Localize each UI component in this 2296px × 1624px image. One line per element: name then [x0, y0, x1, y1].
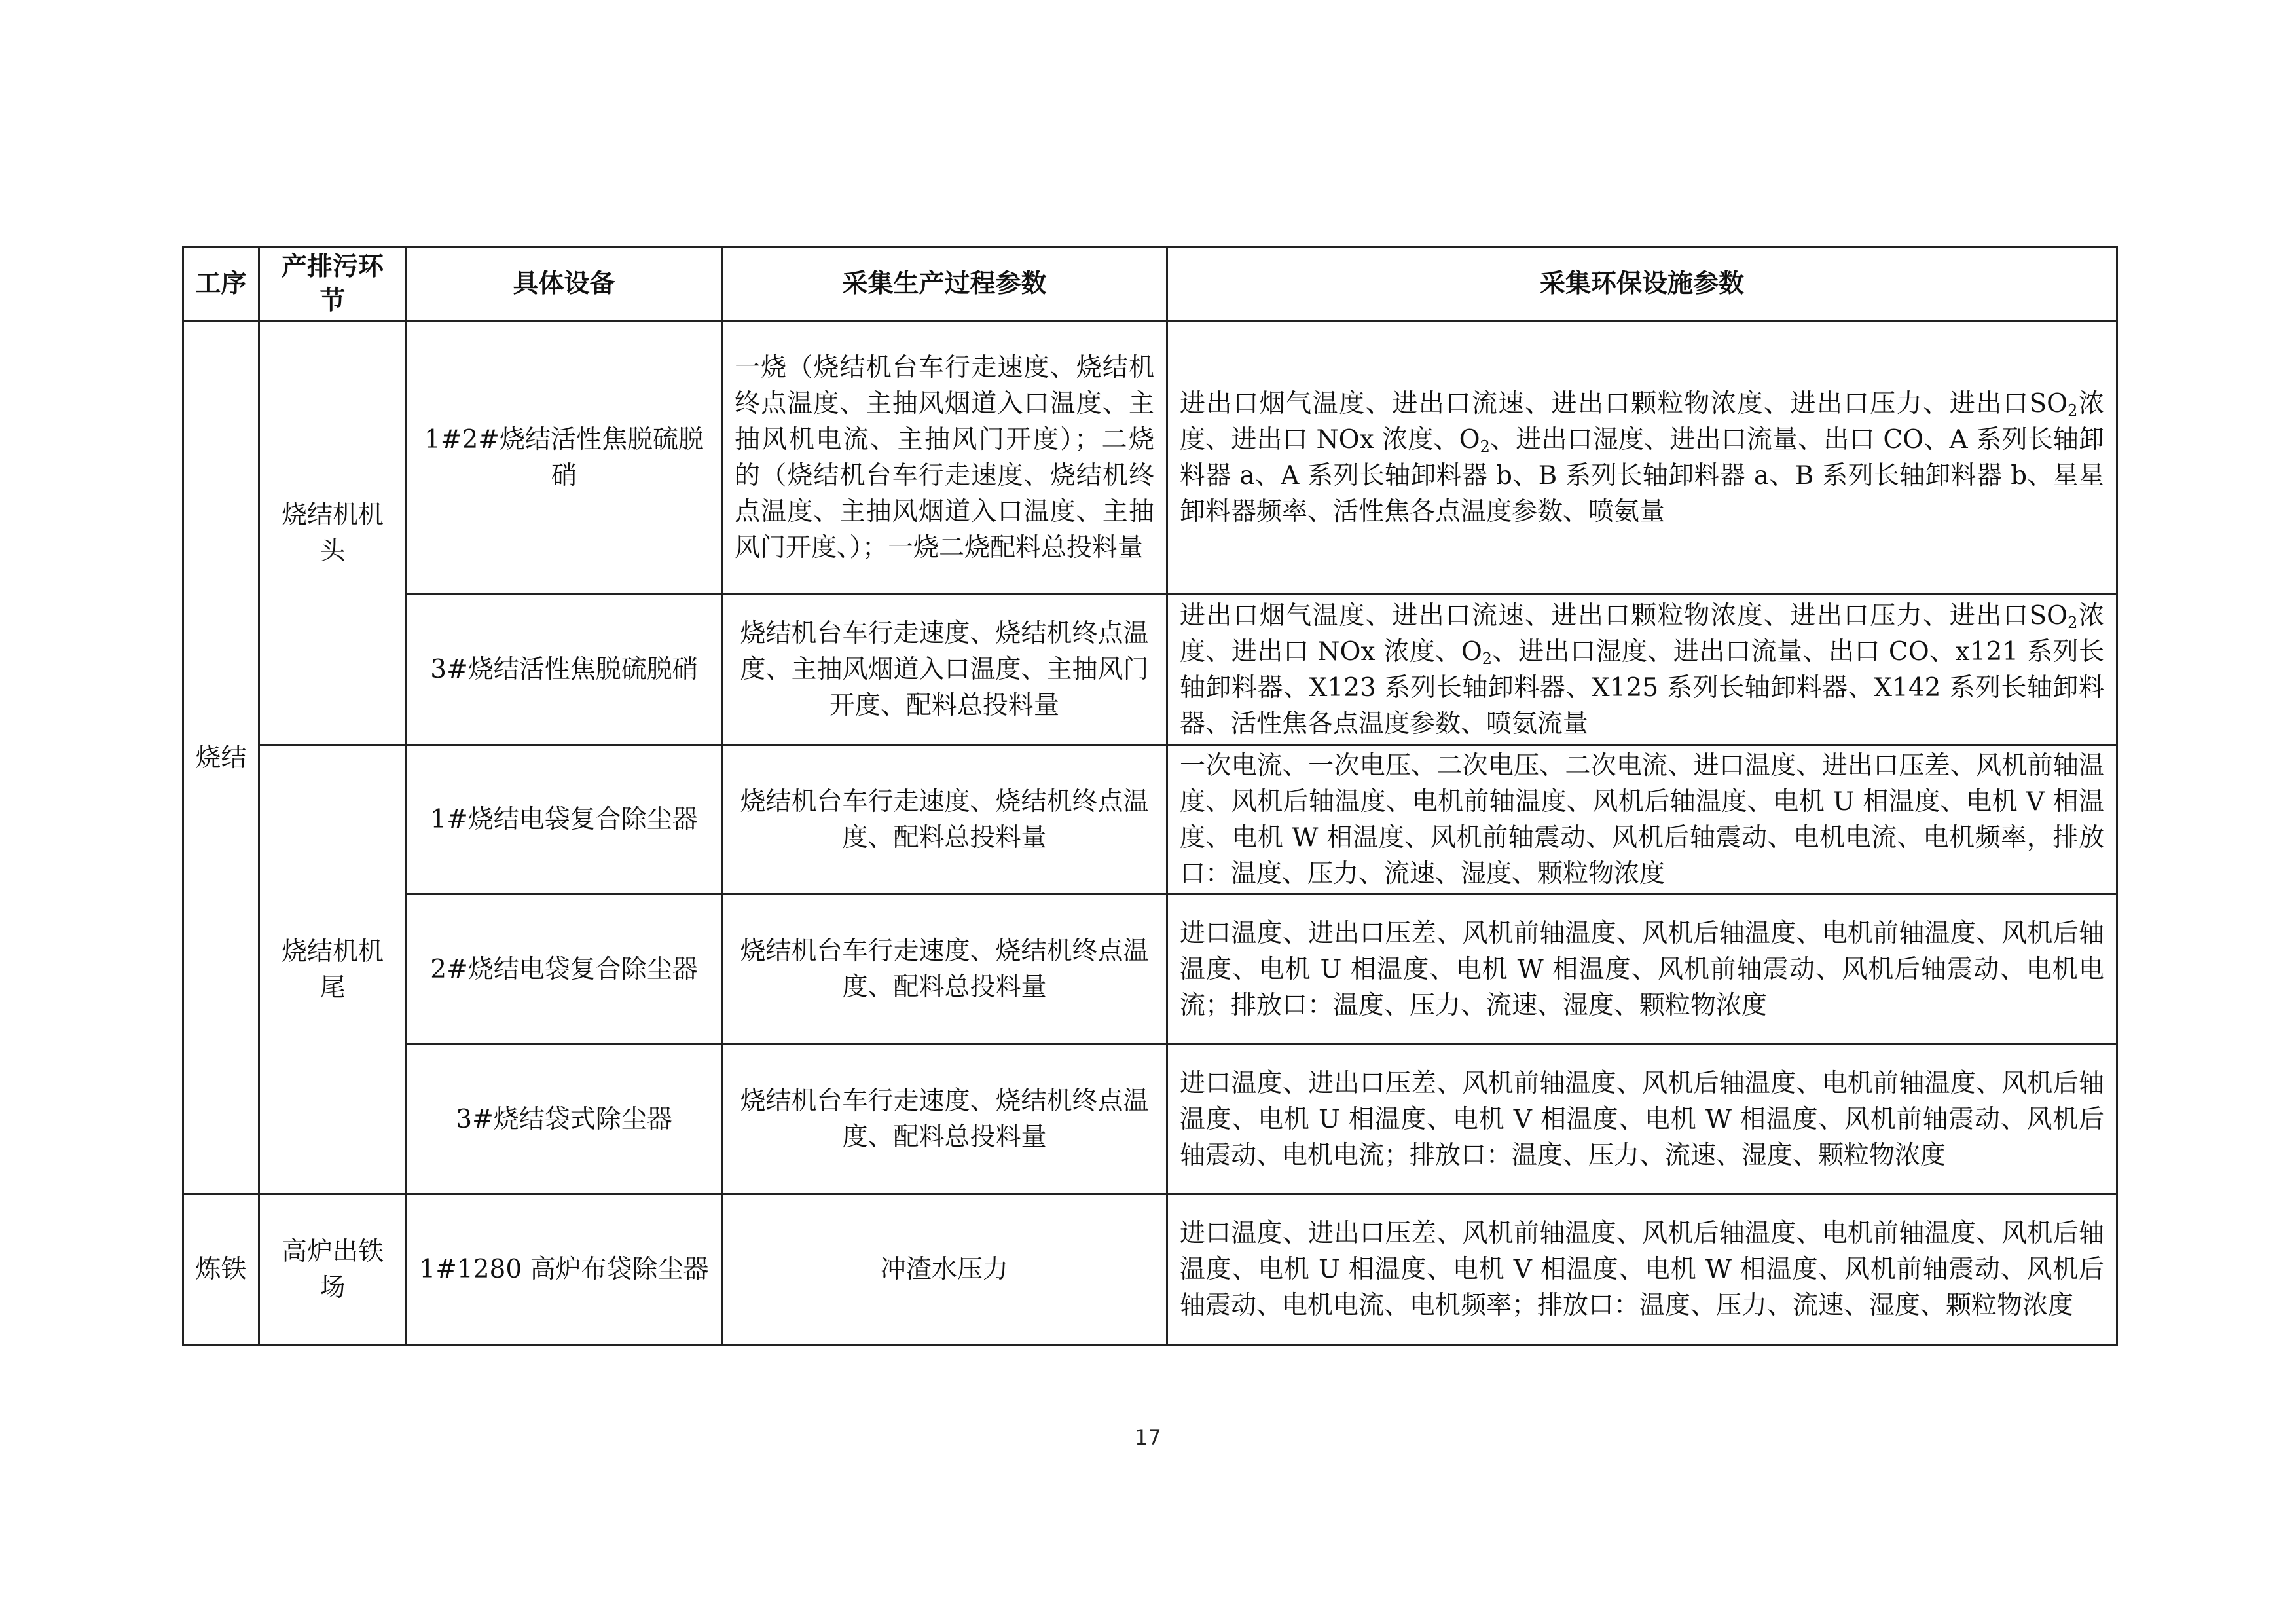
env-params-cell [1167, 322, 2117, 595]
page-number: 17 [1135, 1425, 1161, 1450]
header-equipment: 具体设备 [407, 248, 722, 322]
production-params-cell: 冲渣水压力 [722, 1194, 1167, 1345]
subscript: 2 [2068, 401, 2078, 420]
equipment-cell: 1#2#烧结活性焦脱硫脱硝 [407, 322, 722, 595]
stage-cell: 烧结机机尾 [259, 745, 407, 1194]
subscript: 2 [2068, 613, 2078, 632]
production-params-cell: 烧结机台车行走速度、烧结机终点温度、配料总投料量 [722, 745, 1167, 895]
table-row [183, 1194, 2117, 1345]
subscript: 2 [1480, 437, 1490, 456]
env-params-cell: 一次电流、一次电压、二次电压、二次电流、进口温度、进出口压差、风机前轴温度、风机后轴温度、电机前轴温度、风机后轴温度、电机 U 相温度、电机 V 相温度、电机 W 相温度、风机前轴震动、风机后轴震动、电机电流、电机频率，排放口：温度、压力、流速、湿度、颗粒物浓度 [1167, 745, 2117, 895]
table-row [183, 1044, 2117, 1194]
table-header-row [183, 248, 2117, 322]
production-params-cell: 烧结机台车行走速度、烧结机终点温度、配料总投料量 [722, 1044, 1167, 1194]
production-params-cell: 烧结机台车行走速度、烧结机终点温度、配料总投料量 [722, 895, 1167, 1044]
env-params-text: 进出口烟气温度、进出口流速、进出口颗粒物浓度、进出口压力、进出口SO [1180, 600, 2068, 631]
env-params-text: 、进出口湿度、进出口流量、出口 CO、x121 系列长轴卸料器、X123 系列长轴卸料器、X125 系列长轴卸料器、X142 系列长轴卸料器、活性焦各点温度参数、喷氨流量 [1180, 637, 2104, 739]
header-env-params: 采集环保设施参数 [1167, 248, 2117, 322]
production-params-cell: 烧结机台车行走速度、烧结机终点温度、主抽风烟道入口温度、主抽风门开度、配料总投料量 [722, 595, 1167, 745]
header-process: 工序 [183, 248, 259, 322]
production-params-cell: 一烧（烧结机台车行走速度、烧结机终点温度、主抽风烟道入口温度、主抽风机电流、主抽风门开度）；二烧的（烧结机台车行走速度、烧结机终点温度、主抽风烟道入口温度、主抽风门开度、）；一烧二烧配料总投料量 [722, 322, 1167, 595]
env-params-cell [1167, 595, 2117, 745]
equipment-cell: 3#烧结袋式除尘器 [407, 1044, 722, 1194]
header-stage: 产排污环节 [259, 248, 407, 322]
env-params-cell: 进口温度、进出口压差、风机前轴温度、风机后轴温度、电机前轴温度、风机后轴温度、电机 U 相温度、电机 W 相温度、风机前轴震动、风机后轴震动、电机电流；排放口：温度、压力、流速、湿度、颗粒物浓度 [1167, 895, 2117, 1044]
equipment-cell: 2#烧结电袋复合除尘器 [407, 895, 722, 1044]
env-params-cell: 进口温度、进出口压差、风机前轴温度、风机后轴温度、电机前轴温度、风机后轴温度、电机 U 相温度、电机 V 相温度、电机 W 相温度、风机前轴震动、风机后轴震动、电机电流；排放口：温度、压力、流速、湿度、颗粒物浓度 [1167, 1044, 2117, 1194]
subscript: 2 [1482, 649, 1493, 668]
header-production-params: 采集生产过程参数 [722, 248, 1167, 322]
env-params-text: 浓度、进出口 NOx 浓度、O [1180, 389, 2104, 454]
equipment-cell: 3#烧结活性焦脱硫脱硝 [407, 595, 722, 745]
equipment-cell: 1#1280 高炉布袋除尘器 [407, 1194, 722, 1345]
table-row [183, 745, 2117, 895]
process-cell: 烧结 [183, 322, 259, 1194]
stage-cell: 高炉出铁场 [259, 1194, 407, 1345]
env-params-text: 浓度、进出口 NOx 浓度、O [1180, 600, 2104, 667]
env-params-text: 、进出口湿度、进出口流量、出口 CO、A 系列长轴卸料器 a、A 系列长轴卸料器 b、B 系列长轴卸料器 a、B 系列长轴卸料器 b、星星卸料器频率、活性焦各点温度参数、喷氨量 [1180, 425, 2104, 526]
env-params-text: 进出口烟气温度、进出口流速、进出口颗粒物浓度、进出口压力、进出口SO [1180, 389, 2068, 418]
stage-cell: 烧结机机头 [259, 322, 407, 745]
table-row [183, 895, 2117, 1044]
table-row [183, 595, 2117, 745]
process-cell: 炼铁 [183, 1194, 259, 1345]
env-params-cell: 进口温度、进出口压差、风机前轴温度、风机后轴温度、电机前轴温度、风机后轴温度、电机 U 相温度、电机 V 相温度、电机 W 相温度、风机前轴震动、风机后轴震动、电机电流、电机频率；排放口：温度、压力、流速、湿度、颗粒物浓度 [1167, 1194, 2117, 1345]
parameter-table [182, 246, 2118, 1346]
table-row [183, 322, 2117, 595]
equipment-cell: 1#烧结电袋复合除尘器 [407, 745, 722, 895]
